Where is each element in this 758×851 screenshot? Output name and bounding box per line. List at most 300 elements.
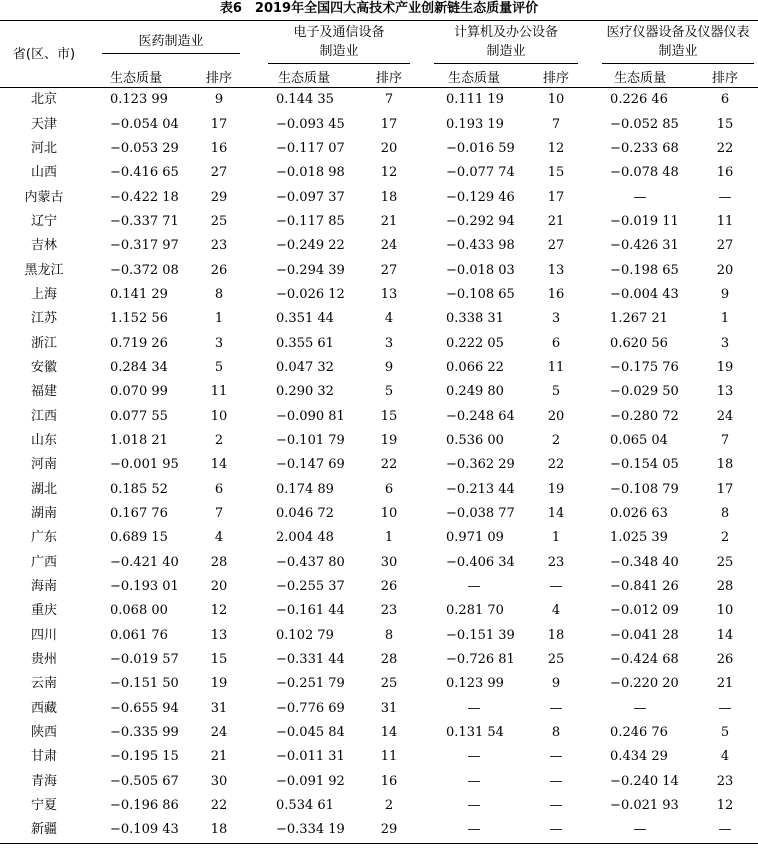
province-cell: 上海 bbox=[30, 286, 57, 302]
rank-cell: 1 bbox=[551, 530, 561, 546]
table-row bbox=[0, 404, 758, 428]
province-cell: 山西 bbox=[30, 165, 57, 181]
rank-cell: 8 bbox=[551, 725, 561, 741]
province-cell: 甘肃 bbox=[30, 749, 57, 765]
quality-cell: −0.334 19 bbox=[254, 818, 354, 843]
quality-cell: — bbox=[633, 189, 647, 205]
quality-cell: 0.226 46 bbox=[610, 92, 668, 108]
rank-cell: 13 bbox=[547, 262, 565, 278]
quality-cell: −0.196 86 bbox=[110, 798, 179, 814]
province-cell: 北京 bbox=[30, 92, 57, 108]
quality-cell: 0.246 76 bbox=[610, 725, 668, 741]
quality-cell: −0.251 79 bbox=[276, 676, 345, 692]
table-row bbox=[0, 575, 758, 599]
rank-cell: 25 bbox=[380, 676, 398, 692]
quality-cell: −0.041 28 bbox=[610, 627, 679, 643]
rank-cell: 10 bbox=[547, 92, 565, 108]
quality-cell: −0.280 72 bbox=[610, 408, 679, 424]
rank-cell: 4 bbox=[384, 311, 394, 327]
rank-cell: 23 bbox=[716, 773, 734, 789]
quality-cell: −0.195 15 bbox=[110, 749, 179, 765]
rank-cell: 10 bbox=[380, 506, 398, 522]
quality-cell: 0.065 04 bbox=[610, 432, 668, 448]
rank-cell: 16 bbox=[210, 140, 228, 156]
province-header: 省(区、市) bbox=[0, 21, 88, 88]
province-cell: 贵州 bbox=[30, 652, 57, 668]
quality-cell: 0.068 00 bbox=[110, 603, 168, 619]
quality-cell: −0.372 08 bbox=[110, 262, 179, 278]
quality-cell: — bbox=[467, 700, 481, 716]
quality-cell: −0.317 97 bbox=[110, 238, 179, 254]
province-cell: 四川 bbox=[30, 627, 57, 643]
rank-cell: 20 bbox=[210, 579, 228, 595]
table-row bbox=[0, 624, 758, 648]
province-cell: 西藏 bbox=[30, 700, 57, 716]
quality-cell: −0.090 81 bbox=[276, 408, 345, 424]
quality-cell: −0.108 65 bbox=[446, 286, 515, 302]
rank-cell: 27 bbox=[547, 238, 565, 254]
quality-cell: 0.185 52 bbox=[110, 481, 168, 497]
rank-cell: 22 bbox=[547, 457, 565, 473]
province-cell: 山东 bbox=[30, 432, 57, 448]
rank-cell: 10 bbox=[210, 408, 228, 424]
quality-cell: −0.841 26 bbox=[610, 579, 679, 595]
rank-cell: 30 bbox=[210, 773, 228, 789]
rank-cell: 17 bbox=[716, 481, 734, 497]
quality-cell: −0.004 43 bbox=[610, 286, 679, 302]
rank-cell: 18 bbox=[380, 189, 398, 205]
quality-header: 生态质量 bbox=[254, 65, 354, 88]
rank-cell: 5 bbox=[720, 725, 730, 741]
province-cell: 陕西 bbox=[30, 725, 57, 741]
rank-cell: 19 bbox=[716, 359, 734, 375]
quality-cell: −0.335 99 bbox=[110, 725, 179, 741]
rank-cell: 23 bbox=[210, 238, 228, 254]
rank-cell: 11 bbox=[547, 359, 565, 375]
table-title: 表6 2019年全国四大高技术产业创新链生态质量评价 bbox=[219, 1, 539, 16]
quality-cell: −0.505 67 bbox=[110, 773, 179, 789]
rank-cell: 21 bbox=[210, 749, 228, 765]
table-row bbox=[0, 210, 758, 234]
rank-cell: 9 bbox=[384, 359, 394, 375]
quality-cell: −0.348 40 bbox=[610, 554, 679, 570]
rank-cell: 22 bbox=[210, 798, 228, 814]
rank-cell: — bbox=[549, 700, 563, 716]
quality-cell: — bbox=[588, 818, 692, 843]
rank-cell: 25 bbox=[547, 652, 565, 668]
quality-cell: −0.337 71 bbox=[110, 213, 179, 229]
table-row bbox=[0, 648, 758, 672]
rank-cell: 28 bbox=[210, 554, 228, 570]
rank-header: 排序 bbox=[524, 65, 588, 88]
table-row bbox=[0, 721, 758, 745]
quality-cell: −0.248 64 bbox=[446, 408, 515, 424]
rank-cell: 11 bbox=[380, 749, 398, 765]
quality-cell: −0.026 12 bbox=[276, 286, 345, 302]
rank-cell: 25 bbox=[716, 554, 734, 570]
rank-cell: 3 bbox=[551, 311, 561, 327]
rank-cell: — bbox=[549, 798, 563, 814]
province-cell: 云南 bbox=[30, 676, 57, 692]
quality-cell: −0.726 81 bbox=[446, 652, 515, 668]
rank-cell: 5 bbox=[551, 384, 561, 400]
rank-cell: — bbox=[692, 818, 758, 843]
quality-cell: −0.029 50 bbox=[610, 384, 679, 400]
province-cell: 天津 bbox=[30, 116, 57, 132]
rank-cell: 8 bbox=[384, 627, 394, 643]
quality-cell: 0.077 55 bbox=[110, 408, 168, 424]
quality-cell: 1.152 56 bbox=[110, 311, 168, 327]
quality-cell: −0.233 68 bbox=[610, 140, 679, 156]
quality-cell: 0.620 56 bbox=[610, 335, 668, 351]
rank-cell: — bbox=[718, 700, 732, 716]
quality-cell: −0.151 50 bbox=[110, 676, 179, 692]
quality-cell: 0.046 72 bbox=[276, 506, 334, 522]
quality-cell: — bbox=[467, 798, 481, 814]
quality-cell: −0.776 69 bbox=[276, 700, 345, 716]
rank-cell: — bbox=[549, 749, 563, 765]
rank-cell: 6 bbox=[214, 481, 224, 497]
province-cell: 黑龙江 bbox=[24, 262, 64, 278]
quality-cell: 0.026 63 bbox=[610, 506, 668, 522]
rank-cell: 13 bbox=[210, 627, 228, 643]
quality-cell: −0.038 77 bbox=[446, 506, 515, 522]
quality-cell: 1.267 21 bbox=[610, 311, 668, 327]
rank-cell: 10 bbox=[716, 603, 734, 619]
industry-header: 医疗仪器设备及仪器仪表 制造业 bbox=[588, 21, 758, 66]
rank-cell: 2 bbox=[384, 798, 394, 814]
quality-cell: −0.018 98 bbox=[276, 165, 345, 181]
rank-cell: 14 bbox=[380, 725, 398, 741]
rank-cell: 18 bbox=[547, 627, 565, 643]
rank-cell: 27 bbox=[380, 262, 398, 278]
rank-cell: 16 bbox=[716, 165, 734, 181]
rank-cell: 31 bbox=[210, 700, 228, 716]
rank-cell: 3 bbox=[384, 335, 394, 351]
industry-header: 计算机及办公设备 制造业 bbox=[424, 21, 588, 66]
rank-cell: 4 bbox=[720, 749, 730, 765]
table-row bbox=[0, 502, 758, 526]
quality-cell: −0.053 29 bbox=[110, 140, 179, 156]
rank-cell: 4 bbox=[214, 530, 224, 546]
rank-header: 排序 bbox=[184, 65, 254, 88]
quality-cell: −0.240 14 bbox=[610, 773, 679, 789]
quality-cell: 1.018 21 bbox=[110, 432, 168, 448]
rank-cell: 2 bbox=[551, 432, 561, 448]
table-row bbox=[0, 112, 758, 136]
quality-cell: 0.141 29 bbox=[110, 286, 168, 302]
rank-cell: 17 bbox=[210, 116, 228, 132]
rank-cell: 9 bbox=[551, 676, 561, 692]
quality-cell: 0.338 31 bbox=[446, 311, 504, 327]
rank-cell: 14 bbox=[716, 627, 734, 643]
quality-cell: −0.101 79 bbox=[276, 432, 345, 448]
rank-cell: 28 bbox=[380, 652, 398, 668]
province-cell: 浙江 bbox=[30, 335, 57, 351]
quality-cell: — bbox=[467, 749, 481, 765]
quality-header: 生态质量 bbox=[88, 65, 184, 88]
rank-cell: 27 bbox=[716, 238, 734, 254]
quality-cell: −0.077 74 bbox=[446, 165, 515, 181]
rank-cell: 1 bbox=[720, 311, 730, 327]
rank-cell: 6 bbox=[720, 92, 730, 108]
quality-cell: −0.019 11 bbox=[610, 213, 679, 229]
quality-cell: −0.213 44 bbox=[446, 481, 515, 497]
rank-cell: 30 bbox=[380, 554, 398, 570]
rank-cell: — bbox=[718, 189, 732, 205]
quality-cell: −0.193 01 bbox=[110, 579, 179, 595]
rank-cell: 19 bbox=[547, 481, 565, 497]
province-cell: 吉林 bbox=[30, 238, 57, 254]
quality-cell: −0.151 39 bbox=[446, 627, 515, 643]
quality-cell: 0.061 76 bbox=[110, 627, 168, 643]
quality-cell: 0.174 89 bbox=[276, 481, 334, 497]
rank-cell: 15 bbox=[716, 116, 734, 132]
quality-cell: −0.422 18 bbox=[110, 189, 179, 205]
quality-cell: −0.292 94 bbox=[446, 213, 515, 229]
quality-cell: 0.123 99 bbox=[446, 676, 504, 692]
rank-cell: 15 bbox=[547, 165, 565, 181]
rank-cell: 16 bbox=[380, 773, 398, 789]
quality-cell: −0.655 94 bbox=[110, 700, 179, 716]
quality-cell: −0.424 68 bbox=[610, 652, 679, 668]
table-row bbox=[0, 551, 758, 575]
rank-cell: 24 bbox=[380, 238, 398, 254]
rank-cell: 20 bbox=[716, 262, 734, 278]
rank-cell: 6 bbox=[551, 335, 561, 351]
rank-cell: 2 bbox=[214, 432, 224, 448]
quality-cell: — bbox=[633, 700, 647, 716]
quality-cell: 0.351 44 bbox=[276, 311, 334, 327]
rank-cell: — bbox=[524, 818, 588, 843]
rank-cell: 21 bbox=[716, 676, 734, 692]
rank-cell: 16 bbox=[547, 286, 565, 302]
table-row bbox=[0, 380, 758, 404]
rank-cell: 22 bbox=[716, 140, 734, 156]
quality-cell: −0.091 92 bbox=[276, 773, 345, 789]
table-row bbox=[0, 453, 758, 477]
rank-cell: 19 bbox=[380, 432, 398, 448]
table-row bbox=[0, 794, 758, 818]
rank-cell: 24 bbox=[716, 408, 734, 424]
quality-cell: −0.129 46 bbox=[446, 189, 515, 205]
quality-header: 生态质量 bbox=[424, 65, 524, 88]
rank-cell: 22 bbox=[380, 457, 398, 473]
rank-cell: 6 bbox=[384, 481, 394, 497]
quality-cell: −0.019 57 bbox=[110, 652, 179, 668]
table-row bbox=[0, 526, 758, 550]
rank-cell: 12 bbox=[380, 165, 398, 181]
rank-cell: 7 bbox=[720, 432, 730, 448]
province-cell: 重庆 bbox=[30, 603, 57, 619]
province-cell: 辽宁 bbox=[30, 213, 57, 229]
quality-cell: −0.175 76 bbox=[610, 359, 679, 375]
rank-cell: 4 bbox=[551, 603, 561, 619]
quality-cell: −0.097 37 bbox=[276, 189, 345, 205]
rank-cell: 19 bbox=[210, 676, 228, 692]
province-cell: 广西 bbox=[30, 554, 57, 570]
quality-cell: −0.054 04 bbox=[110, 116, 179, 132]
rank-cell: 18 bbox=[716, 457, 734, 473]
quality-cell: −0.331 44 bbox=[276, 652, 345, 668]
quality-cell: — bbox=[467, 773, 481, 789]
quality-cell: 0.070 99 bbox=[110, 384, 168, 400]
table-row bbox=[0, 818, 758, 843]
table-row bbox=[0, 356, 758, 380]
quality-cell: 0.434 29 bbox=[610, 749, 668, 765]
quality-cell: 0.066 22 bbox=[446, 359, 504, 375]
province-cell: 福建 bbox=[30, 384, 57, 400]
quality-cell: 0.290 32 bbox=[276, 384, 334, 400]
quality-cell: 0.111 19 bbox=[446, 92, 504, 108]
quality-cell: −0.117 07 bbox=[276, 140, 345, 156]
quality-cell: 0.534 61 bbox=[276, 798, 334, 814]
rank-cell: 15 bbox=[210, 652, 228, 668]
quality-cell: −0.117 85 bbox=[276, 213, 345, 229]
quality-cell: −0.294 39 bbox=[276, 262, 345, 278]
province-cell: 海南 bbox=[30, 579, 57, 595]
province-cell: 安徽 bbox=[30, 359, 57, 375]
quality-cell: 0.131 54 bbox=[446, 725, 504, 741]
quality-cell: 0.047 32 bbox=[276, 359, 334, 375]
table-row bbox=[0, 258, 758, 282]
quality-cell: 0.193 19 bbox=[446, 116, 504, 132]
table-row bbox=[0, 161, 758, 185]
table-row bbox=[0, 88, 758, 113]
rank-cell: 13 bbox=[716, 384, 734, 400]
quality-cell: −0.108 79 bbox=[610, 481, 679, 497]
quality-cell: −0.012 09 bbox=[610, 603, 679, 619]
quality-cell: 2.004 48 bbox=[276, 530, 334, 546]
province-cell: 宁夏 bbox=[30, 798, 57, 814]
rank-cell: 29 bbox=[210, 189, 228, 205]
quality-cell: −0.433 98 bbox=[446, 238, 515, 254]
quality-cell: −0.093 45 bbox=[276, 116, 345, 132]
quality-cell: −0.255 37 bbox=[276, 579, 345, 595]
quality-cell: — bbox=[424, 818, 524, 843]
quality-cell: −0.147 69 bbox=[276, 457, 345, 473]
table-row bbox=[0, 234, 758, 258]
quality-cell: −0.161 44 bbox=[276, 603, 345, 619]
rank-cell: 26 bbox=[716, 652, 734, 668]
table-row bbox=[0, 307, 758, 331]
rank-cell: 5 bbox=[214, 359, 224, 375]
rank-header: 排序 bbox=[354, 65, 424, 88]
rank-cell: 26 bbox=[210, 262, 228, 278]
quality-cell: −0.220 20 bbox=[610, 676, 679, 692]
rank-cell: 13 bbox=[380, 286, 398, 302]
province-cell: 广东 bbox=[30, 530, 57, 546]
rank-cell: 9 bbox=[214, 92, 224, 108]
table-row bbox=[0, 429, 758, 453]
quality-cell: −0.362 29 bbox=[446, 457, 515, 473]
rank-cell: 31 bbox=[380, 700, 398, 716]
rank-cell: 1 bbox=[384, 530, 394, 546]
table-row bbox=[0, 185, 758, 209]
rank-cell: 1 bbox=[214, 311, 224, 327]
quality-cell: −0.154 05 bbox=[610, 457, 679, 473]
rank-cell: — bbox=[549, 773, 563, 789]
rank-cell: 23 bbox=[380, 603, 398, 619]
quality-cell: 0.123 99 bbox=[110, 92, 168, 108]
quality-cell: −0.078 48 bbox=[610, 165, 679, 181]
quality-cell: 0.355 61 bbox=[276, 335, 334, 351]
rank-header: 排序 bbox=[692, 65, 758, 88]
quality-cell: −0.426 31 bbox=[610, 238, 679, 254]
province-cell: 湖南 bbox=[30, 506, 57, 522]
quality-cell: −0.416 65 bbox=[110, 165, 179, 181]
quality-cell: −0.016 59 bbox=[446, 140, 515, 156]
province-cell: 新疆 bbox=[0, 818, 88, 843]
quality-cell: −0.437 80 bbox=[276, 554, 345, 570]
rank-cell: 14 bbox=[547, 506, 565, 522]
rank-cell: 11 bbox=[210, 384, 228, 400]
rank-cell: 7 bbox=[384, 92, 394, 108]
table-row bbox=[0, 331, 758, 355]
province-cell: 河北 bbox=[30, 140, 57, 156]
rank-cell: 12 bbox=[210, 603, 228, 619]
rank-cell: 20 bbox=[547, 408, 565, 424]
quality-cell: 0.144 35 bbox=[276, 92, 334, 108]
quality-cell: 1.025 39 bbox=[610, 530, 668, 546]
rank-cell: 23 bbox=[547, 554, 565, 570]
rank-cell: 2 bbox=[720, 530, 730, 546]
quality-cell: −0.421 40 bbox=[110, 554, 179, 570]
quality-cell: 0.281 70 bbox=[446, 603, 504, 619]
rank-cell: 12 bbox=[547, 140, 565, 156]
quality-cell: 0.249 80 bbox=[446, 384, 504, 400]
table-row bbox=[0, 672, 758, 696]
quality-cell: 0.536 00 bbox=[446, 432, 504, 448]
quality-cell: 0.719 26 bbox=[110, 335, 168, 351]
industry-header: 电子及通信设备 制造业 bbox=[254, 21, 424, 66]
province-cell: 内蒙古 bbox=[24, 189, 64, 205]
rank-cell: 12 bbox=[716, 798, 734, 814]
rank-cell: 20 bbox=[380, 140, 398, 156]
rank-cell: 8 bbox=[214, 286, 224, 302]
province-cell: 河南 bbox=[30, 457, 57, 473]
quality-cell: — bbox=[467, 579, 481, 595]
province-cell: 江西 bbox=[30, 408, 57, 424]
rank-cell: 29 bbox=[354, 818, 424, 843]
province-cell: 江苏 bbox=[30, 311, 57, 327]
rank-cell: 15 bbox=[380, 408, 398, 424]
province-cell: 青海 bbox=[30, 773, 57, 789]
quality-cell: −0.018 03 bbox=[446, 262, 515, 278]
table-row bbox=[0, 137, 758, 161]
rank-cell: 17 bbox=[547, 189, 565, 205]
rank-cell: 11 bbox=[716, 213, 734, 229]
quality-cell: 0.222 05 bbox=[446, 335, 504, 351]
rank-cell: — bbox=[549, 579, 563, 595]
quality-cell: −0.109 43 bbox=[88, 818, 184, 843]
table-row bbox=[0, 745, 758, 769]
quality-header: 生态质量 bbox=[588, 65, 692, 88]
table-row bbox=[0, 283, 758, 307]
rank-cell: 28 bbox=[716, 579, 734, 595]
quality-cell: 0.284 34 bbox=[110, 359, 168, 375]
rank-cell: 7 bbox=[551, 116, 561, 132]
quality-cell: 0.102 79 bbox=[276, 627, 334, 643]
rank-cell: 21 bbox=[547, 213, 565, 229]
rank-cell: 7 bbox=[214, 506, 224, 522]
table-row bbox=[0, 599, 758, 623]
quality-cell: −0.052 85 bbox=[610, 116, 679, 132]
ecology-quality-table bbox=[0, 20, 758, 844]
rank-cell: 17 bbox=[380, 116, 398, 132]
rank-cell: 27 bbox=[210, 165, 228, 181]
rank-cell: 25 bbox=[210, 213, 228, 229]
